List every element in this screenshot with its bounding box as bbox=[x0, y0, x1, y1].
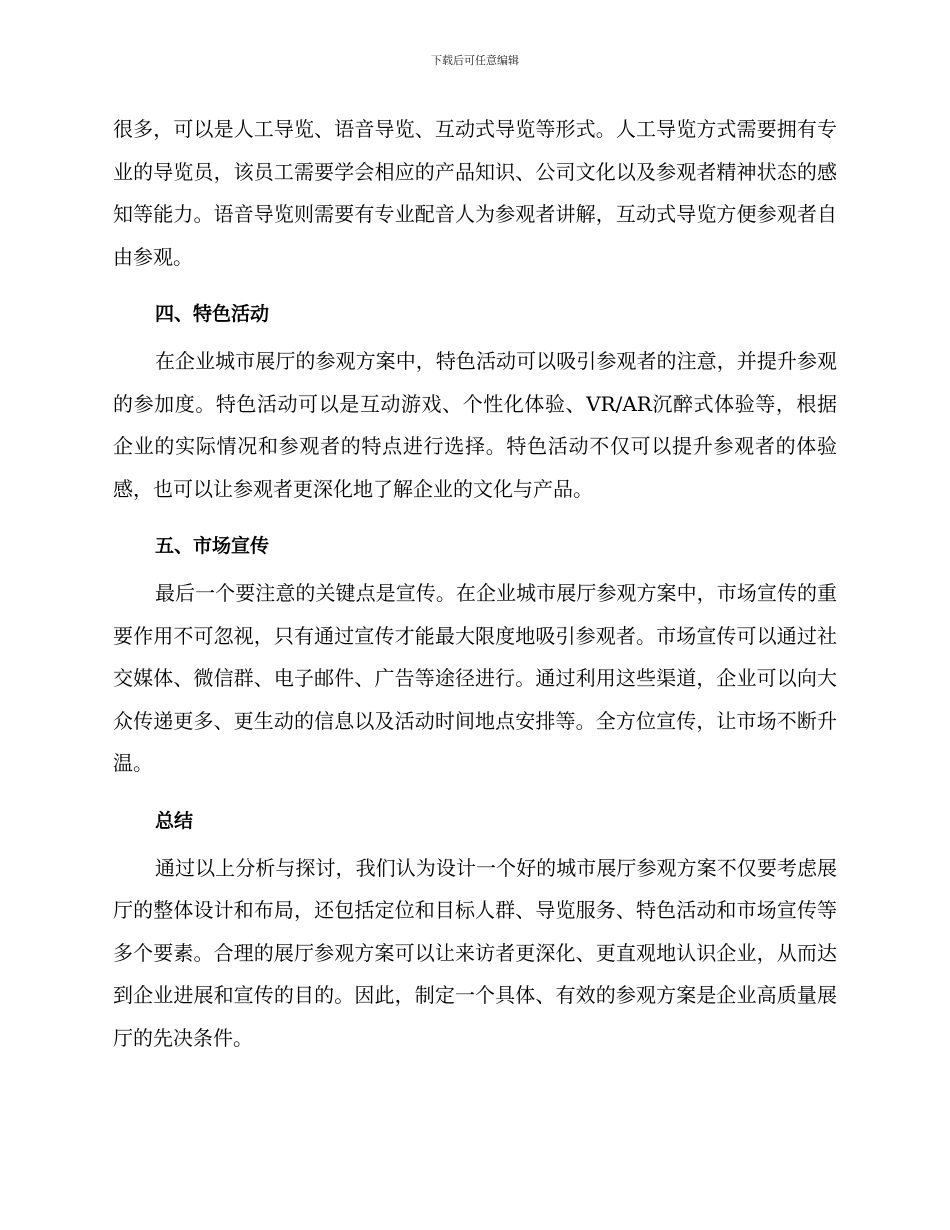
section-heading-featured-activities: 四、特色活动 bbox=[155, 303, 270, 325]
section-heading-summary: 总结 bbox=[155, 809, 194, 832]
document-body bbox=[113, 108, 837, 1059]
featured-activities-paragraph: 在企业城市展厅的参观方案中，特色活动可以吸引参观者的注意，并提升参观的参加度。特色活动可以是互动游戏、个性化体验、VR/AR沉醉式体验等，根据企业的实际情况和参观者的特点进行选择。特色活动不仅可以提升参观者的体验感，也可以让参观者更深化地了解企业的文化与产品。 bbox=[113, 349, 837, 501]
summary-paragraph: 通过以上分析与探讨，我们认为设计一个好的城市展厅参观方案不仅要考虑展厅的整体设计和布局，还包括定位和目标人群、导览服务、特色活动和市场宣传等多个要素。合理的展厅参观方案可以让来访者更深化、更直观地认识企业，从而达到企业进展和宣传的目的。因此，制定一个具体、有效的参观方案是企业高质量展厅的先决条件。 bbox=[113, 855, 837, 1050]
header-note: 下载后可任意编辑 bbox=[431, 54, 519, 67]
intro-paragraph: 很多，可以是人工导览、语音导览、互动式导览等形式。人工导览方式需要拥有专业的导览员，该员工需要学会相应的产品知识、公司文化以及参观者精神状态的感知等能力。语音导览则需要有专业配音人为参观者讲解，互动式导览方便参观者自由参观。 bbox=[113, 117, 837, 269]
marketing-paragraph: 最后一个要注意的关键点是宣传。在企业城市展厅参观方案中，市场宣传的重要作用不可忽视，只有通过宣传才能最大限度地吸引参观者。市场宣传可以通过社交媒体、微信群、电子邮件、广告等途径进行。通过利用这些渠道，企业可以向大众传递更多、更生动的信息以及活动时间地点安排等。全方位宣传，让市场不断升温。 bbox=[113, 581, 837, 775]
section-heading-marketing: 五、市场宣传 bbox=[155, 535, 270, 557]
